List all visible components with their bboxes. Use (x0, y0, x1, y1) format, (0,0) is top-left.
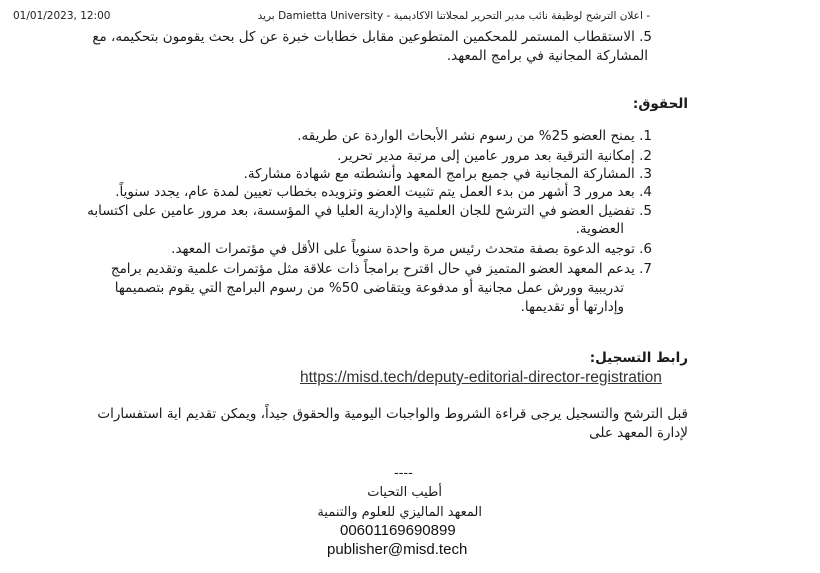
signature-greeting: أطيب التحيات (367, 485, 442, 500)
duty-item-5-line1: 5. الاستقطاب المستمر للمحكمين المتطوعين مقابل خطابات خبرة عن كل بحث يقومون بتحكيمه، مع (92, 29, 652, 45)
rights-item-5-line1: 5. تفضيل العضو في الترشح للجان العلمية والإدارية العليا في المؤسسة، بعد مرور عامين على اكتسابه (87, 203, 652, 219)
registration-note-line1: قبل الترشح والتسجيل يرجى قراءة الشروط والواجبات اليومية والحقوق جيداً، ويمكن تقديم اية استفسارات (97, 406, 688, 422)
registration-link[interactable]: https://misd.tech/deputy-editorial-director-registration (300, 369, 662, 386)
rights-item-4: 4. بعد مرور 3 أشهر من بدء العمل يتم تثبيت العضو وتزويده بخطاب تعيين لمدة عام، يجدد سنوياً. (115, 184, 652, 200)
rights-item-3: 3. المشاركة المجانية في جميع برامج المعهد وأنشطته مع شهادة مشاركة. (243, 166, 652, 182)
rights-heading: الحقوق: (632, 96, 688, 112)
print-timestamp: 01/01/2023, 12:00 (13, 10, 111, 22)
registration-heading: رابط التسجيل: (589, 350, 688, 366)
rights-item-7-line2: تدريبية وورش عمل مجانية أو مدفوعة ويتقاضى 50% من رسوم البرامج التي يقوم بتصميمها (114, 280, 624, 296)
email-subject-header: - اعلان الترشح لوظيفة نائب مدير التحرير لمجلاتنا الاكاديمية - Damietta University بريد (257, 10, 650, 22)
rights-item-2: 2. إمكانية الترقية بعد مرور عامين إلى مرتبة مدير تحرير. (337, 148, 652, 164)
signature-org: المعهد الماليزي للعلوم والتنمية (317, 505, 482, 520)
rights-item-7-line1: 7. يدعم المعهد العضو المتميز في حال اقترح برامجاً ذات علاقة مثل مؤتمرات علمية وتقديم برامج (110, 261, 652, 277)
rights-item-1: 1. يمنح العضو 25% من رسوم نشر الأبحاث الواردة عن طريقه. (297, 128, 652, 144)
registration-note-line2: لإدارة المعهد على (589, 425, 688, 441)
rights-item-6: 6. توجيه الدعوة بصفة متحدث رئيس مرة واحدة سنوياً على الأقل في مؤتمرات المعهد. (171, 241, 652, 257)
duty-item-5-line2: المشاركة المجانية في برامج المعهد. (446, 48, 648, 64)
signature-phone: 00601169690899 (340, 522, 456, 539)
rights-item-7-line3: وإدارتها أو تقديمها. (520, 299, 624, 315)
rights-item-5-line2: العضوية. (575, 221, 624, 237)
signature-divider: ---- (394, 466, 413, 481)
signature-email[interactable]: publisher@misd.tech (327, 541, 468, 558)
